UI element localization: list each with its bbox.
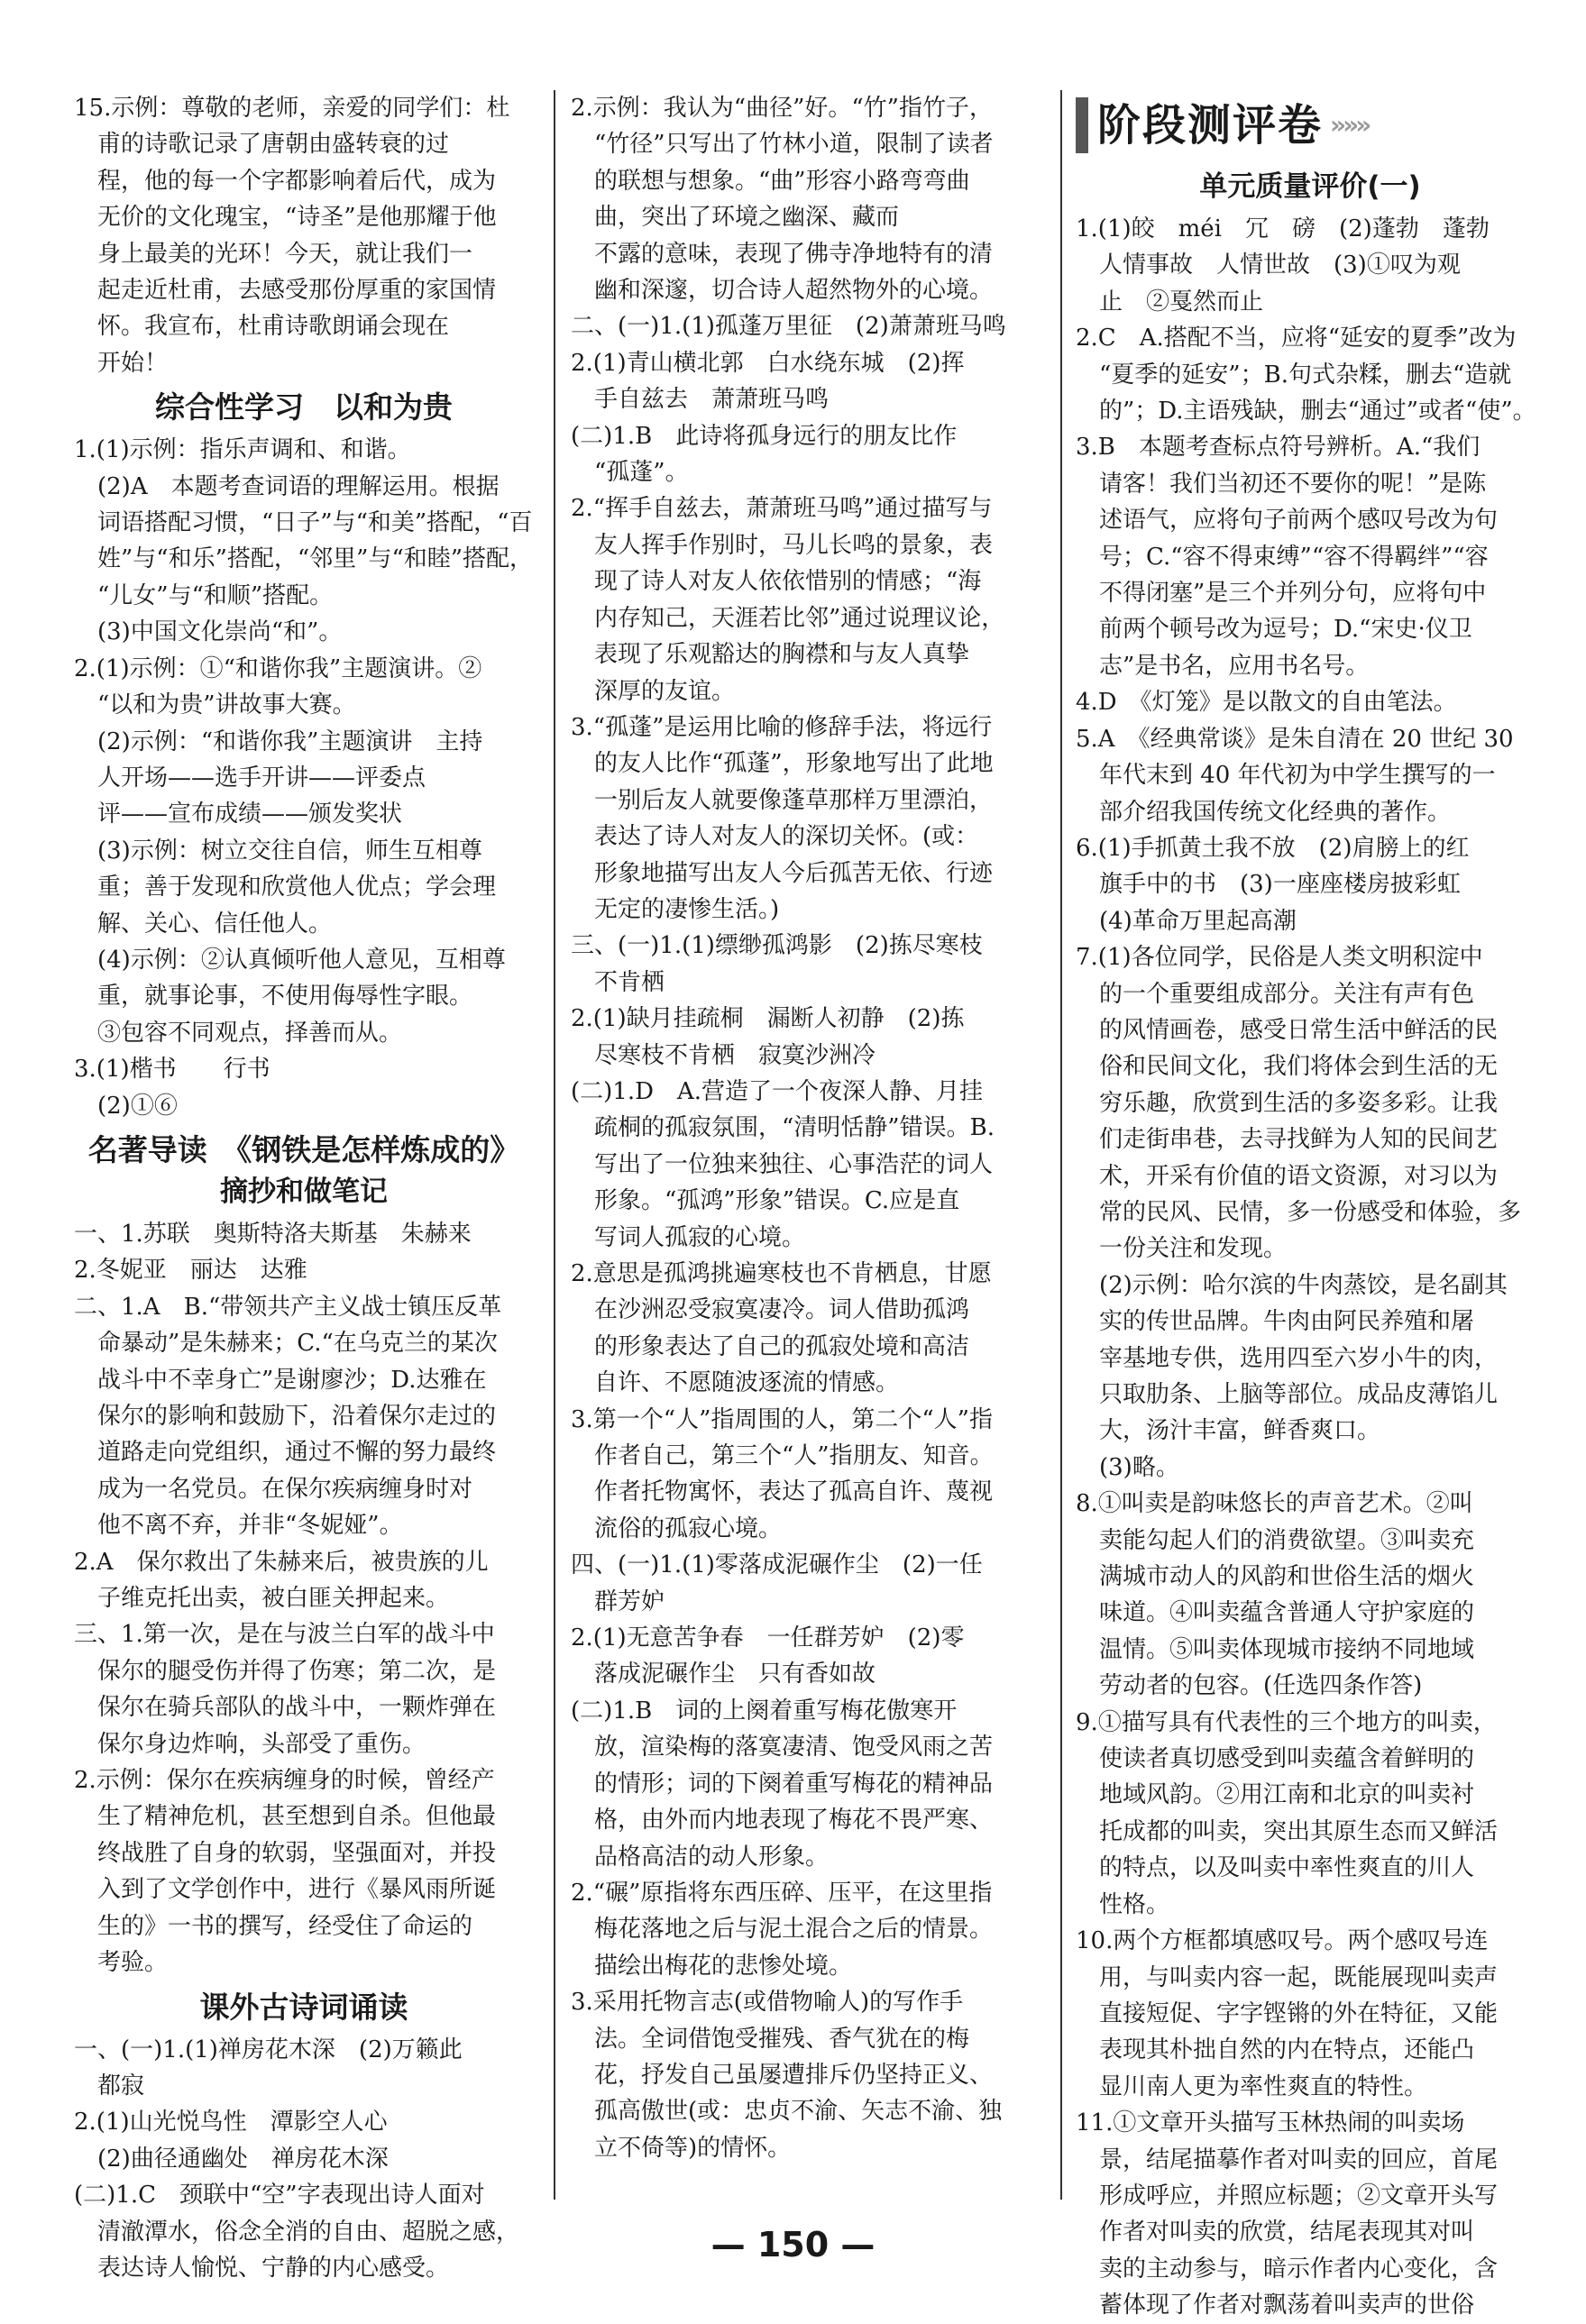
text-line: 子维克托出卖，被白匪关押起来。	[74, 1585, 450, 1613]
text-line: (二)1.C 颈联中“空”字表现出诗人面对	[74, 2182, 485, 2210]
text-line: 四、(一)1.(1)零落成泥碾作尘 (2)一任	[571, 1551, 983, 1579]
column-divider-2	[1060, 90, 1062, 2200]
column-2	[571, 90, 1044, 2166]
text-line: 二、1.A B.“带领共产主义战士镇压反革	[74, 1293, 502, 1321]
text-line: 流俗的孤寂心境。	[571, 1514, 783, 1542]
text-line: 解、关心、信任他人。	[74, 910, 333, 938]
text-line: 三、1.第一次，是在与波兰白军的战斗中	[74, 1621, 495, 1649]
text-line: (二)1.B 此诗将孤身远行的朋友比作	[571, 422, 958, 450]
text-line: 重；善于发现和欣赏他人优点；学会理	[74, 874, 497, 901]
col1-block-2	[74, 432, 534, 1124]
col1-block-3	[74, 1216, 534, 1981]
text-line: 2.“挥手自兹去，萧萧班马鸣”通过描写与	[571, 495, 993, 523]
text-line: 表达了诗人对友人的深切关怀。(或：	[571, 823, 979, 851]
section-heading-comprehensive: 综合性学习 以和为贵	[155, 389, 453, 425]
text-line: 一、1.苏联 奥斯特洛夫斯基 朱赫来	[74, 1220, 472, 1248]
text-line: 部介绍我国传统文化经典的著作。	[1076, 798, 1452, 826]
text-line: 在沙洲忍受寂寞凄冷。词人借助孤鸿	[571, 1296, 970, 1324]
text-line: 们走街串巷，去寻找鲜为人知的民间艺	[1076, 1126, 1499, 1154]
text-line: 梅花落地之后与泥土混合之后的情景。	[571, 1916, 994, 1944]
banner-title: 阶段测评卷	[1097, 107, 1330, 143]
text-line: 一、(一)1.(1)禅房花木深 (2)万籁此	[74, 2036, 463, 2063]
text-line: 2.意思是孤鸿挑遍寒枝也不肯栖息，甘愿	[571, 1260, 992, 1287]
section-subheading-notes: 摘抄和做笔记	[220, 1175, 388, 1208]
text-line: 4.D 《灯笼》是以散文的自由笔法。	[1076, 689, 1457, 717]
text-line: 保尔的腿受伤并得了伤寒；第二次，是	[74, 1657, 497, 1685]
text-line: 的风情画卷，感受日常生活中鲜活的民	[1076, 1016, 1499, 1044]
col1-block-1	[74, 90, 534, 381]
text-line: 的情形；词的下阕着重写梅花的精神品	[571, 1770, 994, 1798]
text-line: (二)1.B 词的上阕着重写梅花傲寒开	[571, 1697, 958, 1725]
text-line: 2.A 保尔救出了朱赫来后，被贵族的儿	[74, 1548, 489, 1576]
text-line: 3.采用托物言志(或借物喻人)的写作手	[571, 1989, 964, 2017]
text-line: 入到了文学创作中，进行《暴风雨所诞	[74, 1876, 497, 1904]
text-line: 1.(1)皎 méi 冗 磅 (2)蓬勃 蓬勃	[1076, 215, 1490, 242]
banner-bar-decoration	[1076, 97, 1088, 153]
text-line: 描绘出梅花的悲惨处境。	[571, 1952, 853, 1980]
text-line: 7.(1)各位同学，民俗是人类文明积淀中	[1076, 944, 1483, 972]
text-line: 开始！	[74, 349, 169, 377]
text-line: 姓”与“和乐”搭配，“邻里”与“和睦”搭配，	[74, 545, 534, 573]
text-line: 成为一名党员。在保尔疾病缠身时对	[74, 1475, 473, 1503]
text-line: 保尔在骑兵部队的战斗中，一颗炸弹在	[74, 1694, 497, 1722]
text-line: 程，他的每一个字都影响着后代，成为	[74, 167, 497, 195]
text-line: 群芳妒	[571, 1587, 665, 1615]
section-heading-classics: 名著导读 《钢铁是怎样炼成的》	[87, 1131, 520, 1167]
text-line: 人开场——选手开讲——评委点	[74, 764, 426, 791]
text-line: 蓄体现了作者对飘荡着叫卖声的世俗	[1076, 2292, 1475, 2319]
text-line: 幽和深邃，切合诗人超然物外的心境。	[571, 277, 994, 305]
text-line: 无定的凄惨生活。)	[571, 895, 780, 923]
text-line: 3.B 本题考查标点符号辨析。A.“我们	[1076, 434, 1481, 462]
text-line: 常的民风、民情，多一份感受和体验，多	[1076, 1198, 1522, 1226]
text-line: 俗和民间文化，我们将体会到生活的无	[1076, 1053, 1499, 1081]
text-line: 疏桐的孤寂氛围，“清明恬静”错误。B.	[571, 1114, 995, 1142]
text-line: 品格高洁的动人形象。	[571, 1843, 830, 1871]
text-line: 生了精神危机，甚至想到自杀。但他最	[74, 1803, 497, 1831]
text-line: 格，由外而内地表现了梅花不畏严寒、	[571, 1807, 994, 1834]
text-line: 落成泥碾作尘 只有香如故	[571, 1661, 876, 1688]
text-line: 生的》一书的撰写，经受住了命运的	[74, 1912, 473, 1940]
text-line: 地域风韵。②用江南和北京的叫卖衬	[1076, 1781, 1475, 1809]
text-line: 形象地描写出友人今后孤苦无依、行迹	[571, 859, 994, 887]
text-line: 8.①叫卖是韵味悠长的声音艺术。②叫	[1076, 1490, 1473, 1518]
text-line: 实的传世品牌。牛肉由阿民养殖和屠	[1076, 1308, 1475, 1336]
text-line: “孤蓬”。	[571, 459, 689, 487]
column-3	[1076, 90, 1545, 2324]
text-line: 孤高傲世(或：忠贞不渝、矢志不渝、独	[571, 2098, 1003, 2126]
text-line: 不露的意味，表现了佛寺净地特有的清	[571, 240, 994, 268]
text-line: 2.(1)缺月挂疏桐 漏断人初静 (2)拣	[571, 1005, 965, 1033]
text-line: 自许、不愿随波逐流的情感。	[571, 1369, 900, 1397]
text-line: 终战胜了自身的软弱，坚强面对，并投	[74, 1839, 497, 1867]
text-line: 2.“碾”原指将东西压碎、压平，在这里指	[571, 1879, 993, 1907]
text-line: 温情。⑤叫卖体现城市接纳不同地域	[1076, 1635, 1475, 1663]
text-line: 穷乐趣，欣赏到生活的多姿多彩。让我	[1076, 1089, 1499, 1117]
text-line: 重，就事论事，不使用侮辱性字眼。	[74, 983, 473, 1011]
text-line: 2.(1)山光悦鸟性 潭影空人心	[74, 2109, 388, 2136]
text-line: 保尔的影响和鼓励下，沿着保尔走过的	[74, 1403, 497, 1430]
text-line: 道路走向党组织，通过不懈的努力最终	[74, 1439, 497, 1467]
text-line: (2)A 本题考查词语的理解运用。根据	[74, 472, 500, 500]
text-line: 味道。④叫卖蕴含普通人守护家庭的	[1076, 1599, 1475, 1627]
text-line: (2)示例：哈尔滨的牛肉蒸饺，是名副其	[1076, 1271, 1508, 1299]
text-line: 9.①描写具有代表性的三个地方的叫卖，	[1076, 1708, 1497, 1736]
text-line: 不得闭塞”是三个并列分句，应将句中	[1076, 580, 1487, 608]
text-line: (3)略。	[1076, 1453, 1179, 1481]
text-line: 词语搭配习惯，“日子”与“和美”搭配，“百	[74, 509, 533, 537]
text-line: 表达诗人愉悦、宁静的内心感受。	[74, 2254, 450, 2282]
text-line: 2.(1)无意苦争春 一任群芳妒 (2)零	[571, 1624, 965, 1652]
text-line: 清澈潭水，俗念全消的自由、超脱之感，	[74, 2218, 520, 2246]
text-line: 景，结尾描摹作者对叫卖的回应，首尾	[1076, 2146, 1499, 2173]
text-line: 命暴动”是朱赫来；C.“在乌克兰的某次	[74, 1330, 498, 1358]
text-line: 花，抒发自己虽屡遭排斥仍坚持正义、	[571, 2061, 994, 2089]
text-line: 号；C.“容不得束缚”“容不得羁绊”“容	[1076, 543, 1489, 571]
text-line: 三、(一)1.(1)缥缈孤鸿影 (2)拣尽寒枝	[571, 932, 983, 960]
text-line: 都寂	[74, 2072, 145, 2100]
text-line: 现了诗人对友人依依惜别的情感；“海	[571, 568, 982, 596]
text-line: 述语气，应将句子前两个感叹号改为句	[1076, 507, 1499, 535]
text-line: 立不倚等)的情怀。	[571, 2134, 792, 2162]
text-line: 作者托物寓怀，表达了孤高自许、蔑视	[571, 1478, 994, 1506]
text-line: 满城市动人的风韵和世俗生活的烟火	[1076, 1563, 1475, 1591]
text-line: 深厚的友谊。	[571, 677, 736, 705]
text-line: 尽寒枝不肯栖 寂寞沙洲冷	[571, 1041, 876, 1069]
text-line: (2)曲径通幽处 禅房花木深	[74, 2145, 389, 2173]
text-line: “以和为贵”讲故事大赛。	[74, 691, 356, 719]
text-line: 2.(1)示例：①“和谐你我”主题演讲。②	[74, 654, 482, 682]
text-line: 甫的诗歌记录了唐朝由盛转衰的过	[74, 131, 450, 159]
text-line: “夏季的延安”；B.句式杂糅，删去“造就	[1076, 361, 1512, 389]
text-line: 的”；D.主语残缺，删去“通过”或者“使”。	[1076, 398, 1536, 425]
text-line: 友人挥手作别时，马儿长鸣的景象，表	[571, 531, 994, 559]
text-line: 写词人孤寂的心境。	[571, 1223, 806, 1251]
text-line: 的一个重要组成部分。关注有声有色	[1076, 980, 1475, 1008]
text-line: 3.“孤蓬”是运用比喻的修辞手法，将远行	[571, 713, 993, 741]
text-line: 卖能勾起人们的消费欲望。③叫卖充	[1076, 1526, 1475, 1554]
text-line: 15.示例：尊敬的老师，亲爱的同学们：杜	[74, 95, 510, 122]
text-line: 使读者真切感受到叫卖蕴含着鲜明的	[1076, 1745, 1475, 1773]
text-line: 只取肋条、上脑等部位。成品皮薄馅儿	[1076, 1381, 1499, 1408]
text-line: “儿女”与“和顺”搭配。	[74, 581, 334, 609]
text-line: (3)示例：树立交往自信，师生互相尊	[74, 837, 482, 865]
text-line: 的联想与想象。“曲”形容小路弯弯曲	[571, 167, 970, 195]
text-line: 写出了一位独来独往、心事浩茫的词人	[571, 1150, 994, 1178]
text-line: (二)1.D A.营造了一个夜深人静、月挂	[571, 1077, 983, 1105]
text-line: 内存知己，天涯若比邻”通过说理议论，	[571, 604, 1005, 632]
text-line: 形象。“孤鸿”形象”错误。C.应是直	[571, 1187, 960, 1215]
text-line: 年代末到 40 年代初为中学生撰写的一	[1076, 762, 1496, 790]
text-line: 的形象表达了自己的孤寂处境和高洁	[571, 1332, 970, 1360]
stage-test-banner	[1076, 90, 1545, 160]
text-line: 不肯栖	[571, 968, 665, 996]
text-line: 直接短促、字字铿锵的外在特征，又能	[1076, 1999, 1499, 2027]
text-line: 考验。	[74, 1949, 169, 1977]
section-heading-ancient-poems: 课外古诗词诵读	[199, 1989, 408, 2025]
text-line: 2.示例：保尔在疾病缠身的时候，曾经产	[74, 1767, 495, 1795]
text-line: 2.冬妮亚 丽达 达雅	[74, 1257, 307, 1285]
text-line: (2)示例：“和谐你我”主题演讲 主持	[74, 727, 483, 755]
text-line: 10.两个方框都填感叹号。两个感叹号连	[1076, 1927, 1489, 1955]
text-line: “竹径”只写出了竹林小道，限制了读者	[571, 131, 994, 159]
text-line: 5.A 《经典常谈》是朱自清在 20 世纪 30	[1076, 725, 1514, 753]
page-number: — 150 —	[710, 2225, 876, 2265]
text-line: 他不离不弃，并非“冬妮娅”。	[74, 1512, 403, 1540]
text-line: 战斗中不幸身亡”是谢廖沙；D.达雅在	[74, 1366, 487, 1394]
text-line: 托成都的叫卖，突出其原生态而又鲜活	[1076, 1817, 1499, 1845]
text-line: 身上最美的光环！今天，就让我们一	[74, 240, 473, 268]
text-line: 人情事故 人情世故 (3)①叹为观	[1076, 252, 1461, 279]
text-line: 性格。	[1076, 1890, 1170, 1918]
text-line: 11.①文章开头描写玉林热闹的叫卖场	[1076, 2109, 1465, 2137]
text-line: 2.示例：我认为“曲径”好。“竹”指竹子，	[571, 95, 993, 122]
text-line: (3)中国文化崇尚“和”。	[74, 618, 343, 646]
unit-evaluation-heading: 单元质量评价(一)	[1199, 170, 1421, 203]
column-divider-1	[554, 90, 555, 2200]
text-line: 请客！我们当初还不要你的呢！”是陈	[1076, 470, 1487, 498]
text-line: 术，开采有价值的语文资源，对习以为	[1076, 1162, 1499, 1190]
text-line: (4)示例：②认真倾听他人意见，互相尊	[74, 946, 506, 974]
text-line: 无价的文化瑰宝，“诗圣”是他那耀于他	[74, 204, 497, 232]
text-line: 形成呼应，并照应标题；②文章开头写	[1076, 2182, 1499, 2210]
text-line: 作者自己，第三个“人”指朋友、知音。	[571, 1442, 994, 1470]
text-line: 的友人比作“孤蓬”，形象地写出了此地	[571, 750, 994, 778]
text-line: 作者对叫卖的欣赏，结尾表现其对叫	[1076, 2219, 1475, 2246]
text-line: 一份关注和发现。	[1076, 1235, 1288, 1263]
column-1	[74, 90, 534, 2286]
text-line: 前两个顿号改为逗号；D.“宋史·仪卫	[1076, 616, 1472, 644]
text-line: 表现其朴拙自然的内在特点，还能凸	[1076, 2036, 1475, 2064]
text-line: 2.C A.搭配不当，应将“延安的夏季”改为	[1076, 325, 1517, 352]
text-line: 2.(1)青山横北郭 白水绕东城 (2)挥	[571, 349, 965, 377]
text-line: 劳动者的包容。(任选四条作答)	[1076, 1672, 1423, 1700]
text-line: 卖的主动参与，暗示作者内心变化，含	[1076, 2255, 1499, 2283]
text-line: 1.(1)示例：指乐声调和、和谐。	[74, 436, 411, 464]
text-line: 6.(1)手抓黄土我不放 (2)肩膀上的红	[1076, 834, 1470, 862]
text-line: ③包容不同观点，择善而从。	[74, 1019, 403, 1047]
text-line: 用，与叫卖内容一起，既能展现叫卖声	[1076, 1963, 1499, 1991]
text-line: 宰基地专供，选用四至六岁小牛的肉，	[1076, 1344, 1499, 1372]
text-line: 评——宣布成绩——颁发奖状	[74, 801, 403, 828]
text-line: (2)①⑥	[74, 1092, 178, 1120]
text-line: 怀。我宣布，杜甫诗歌朗诵会现在	[74, 313, 450, 341]
text-line: 保尔身边炸响，头部受了重伤。	[74, 1730, 426, 1758]
text-line: 止 ②戛然而止	[1076, 288, 1264, 316]
text-line: 二、(一)1.(1)孤蓬万里征 (2)萧萧班马鸣	[571, 313, 1006, 341]
text-line: 手自兹去 萧萧班马鸣	[571, 386, 830, 414]
text-line: 3.第一个“人”指周围的人，第二个“人”指	[571, 1405, 993, 1433]
text-line: 3.(1)楷书 行书	[74, 1056, 270, 1084]
text-line: 旗手中的书 (3)一座座楼房披彩虹	[1076, 871, 1461, 899]
text-line: 显川南人更为率性爽直的特性。	[1076, 2072, 1428, 2100]
text-line: 法。全词借饱受摧残、香气犹在的梅	[571, 2025, 970, 2053]
text-line: 一别后友人就要像蓬草那样万里漂泊，	[571, 786, 994, 814]
chevron-right-icon: »»»	[1330, 109, 1369, 140]
text-line: 大，汤汁丰富，鲜香爽口。	[1076, 1417, 1381, 1445]
text-line: 曲，突出了环境之幽深、藏而	[571, 204, 900, 232]
text-line: 起走近杜甫，去感受那份厚重的家国情	[74, 277, 497, 305]
text-line: 表现了乐观豁达的胸襟和与友人真挚	[571, 641, 970, 669]
text-line: 志”是书名，应用书名号。	[1076, 652, 1370, 680]
text-line: 的特点，以及叫卖中率性爽直的川人	[1076, 1854, 1475, 1882]
text-line: (4)革命万里起高潮	[1076, 907, 1297, 935]
text-line: 放，渲染梅的落寞凄清、饱受风雨之苦	[571, 1734, 994, 1761]
